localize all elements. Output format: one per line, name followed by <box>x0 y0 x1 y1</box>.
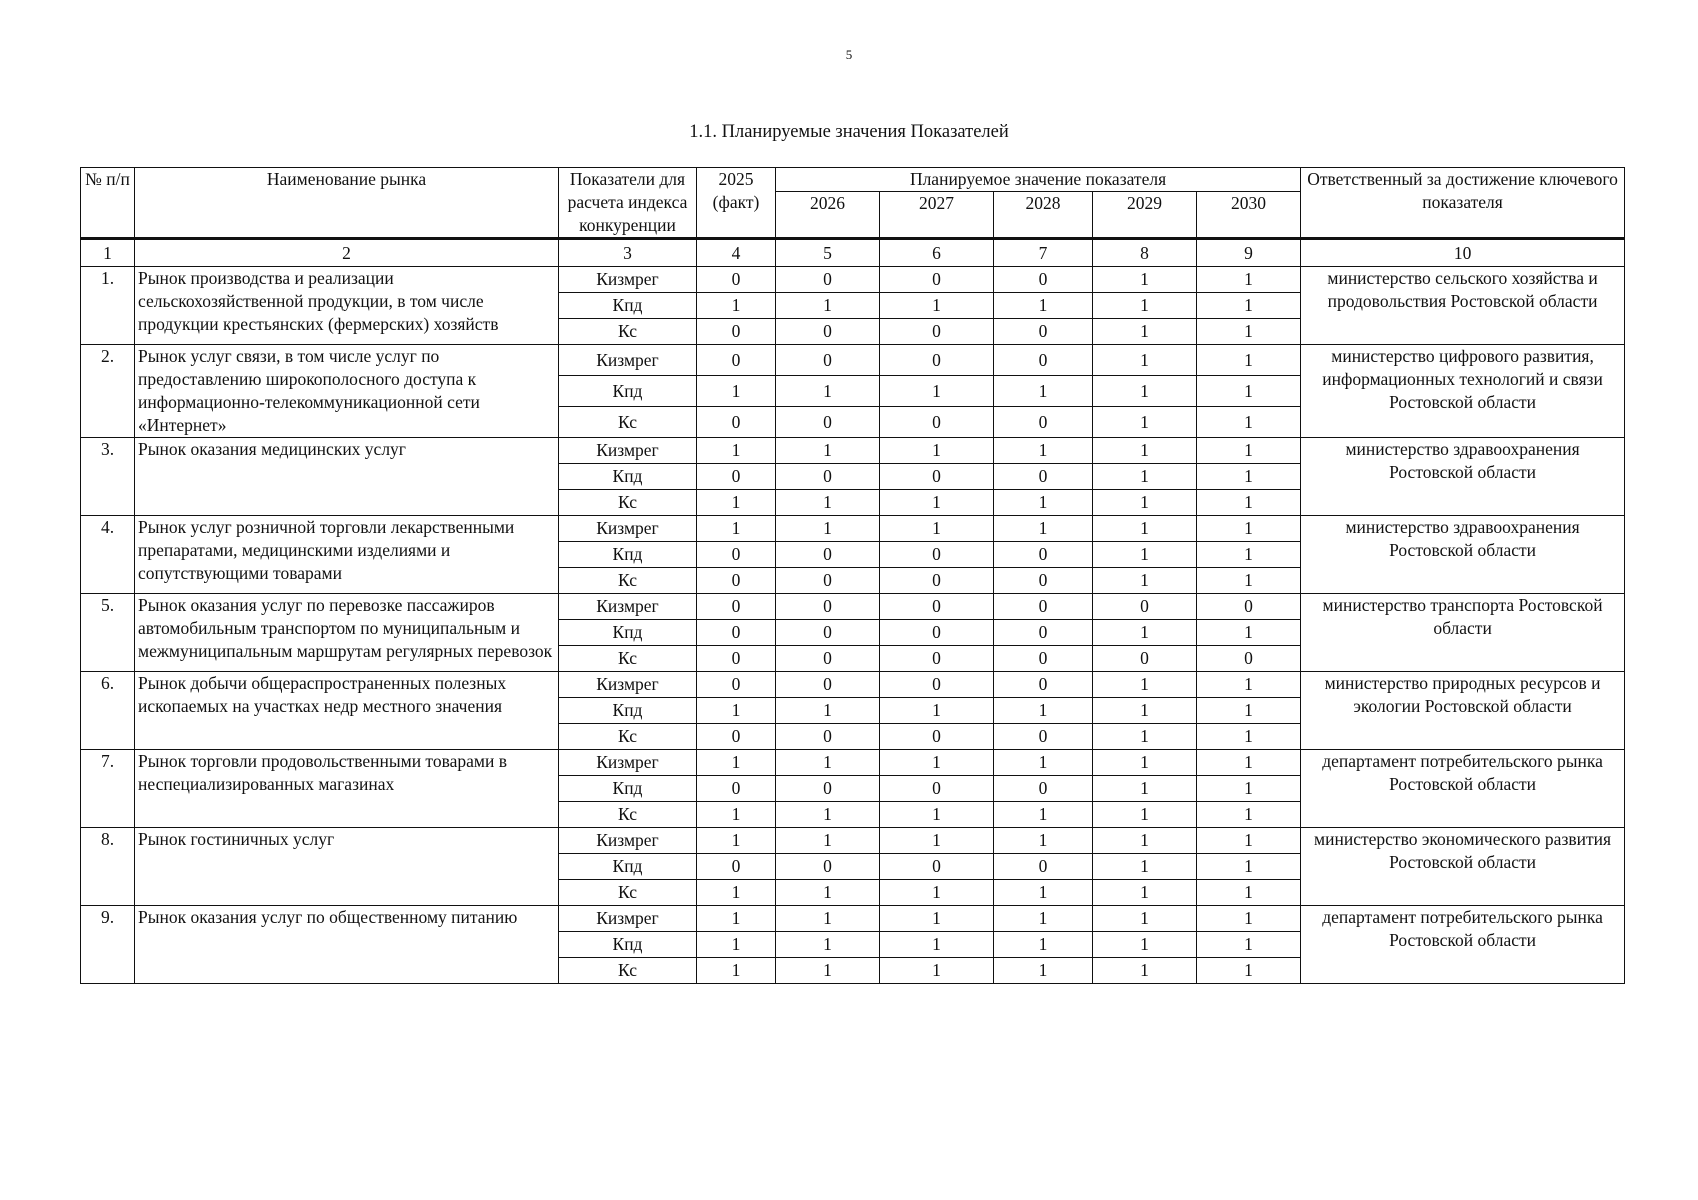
planned-value-cell: 0 <box>994 345 1093 376</box>
fact-value-cell: 0 <box>697 594 776 620</box>
planned-value-cell: 1 <box>1093 828 1197 854</box>
planned-value-cell: 1 <box>1197 906 1301 932</box>
row-number: 2. <box>81 345 135 438</box>
planned-value-cell: 0 <box>776 568 880 594</box>
planned-value-cell: 1 <box>1093 267 1197 293</box>
indicator-name: Кизмрег <box>559 750 697 776</box>
planned-value-cell: 0 <box>776 594 880 620</box>
planned-value-cell: 0 <box>1197 646 1301 672</box>
header-fact-2025: 2025 (факт) <box>697 168 776 239</box>
responsible-body: департамент потребительского рынка Ростовской области <box>1301 906 1625 984</box>
planned-value-cell: 1 <box>994 958 1093 984</box>
planned-value-cell: 1 <box>1197 932 1301 958</box>
planned-value-cell: 1 <box>994 438 1093 464</box>
planned-value-cell: 0 <box>776 267 880 293</box>
table-row <box>81 594 1625 620</box>
planned-value-cell: 0 <box>994 464 1093 490</box>
fact-value-cell: 1 <box>697 750 776 776</box>
fact-value-cell: 1 <box>697 906 776 932</box>
column-number: 6 <box>880 239 994 267</box>
planned-value-cell: 1 <box>994 376 1093 407</box>
planned-value-cell: 1 <box>776 828 880 854</box>
responsible-body: министерство здравоохранения Ростовской области <box>1301 516 1625 594</box>
indicator-name: Кс <box>559 880 697 906</box>
row-number: 4. <box>81 516 135 594</box>
planned-value-cell: 1 <box>1197 407 1301 438</box>
planned-value-cell: 1 <box>1093 854 1197 880</box>
planned-value-cell: 0 <box>776 542 880 568</box>
planned-value-cell: 0 <box>1093 594 1197 620</box>
planned-value-cell: 1 <box>880 293 994 319</box>
planned-value-cell: 1 <box>880 906 994 932</box>
market-name: Рынок услуг розничной торговли лекарственными препаратами, медицинскими изделиями и сопутствующими товарами <box>135 516 559 594</box>
planned-value-cell: 1 <box>880 490 994 516</box>
market-name: Рынок добычи общераспространенных полезных ископаемых на участках недр местного значения <box>135 672 559 750</box>
planned-value-cell: 0 <box>880 620 994 646</box>
planned-value-cell: 1 <box>994 880 1093 906</box>
column-number: 7 <box>994 239 1093 267</box>
planned-value-cell: 0 <box>880 724 994 750</box>
planned-value-cell: 0 <box>880 854 994 880</box>
planned-value-cell: 1 <box>776 516 880 542</box>
indicator-name: Кпд <box>559 464 697 490</box>
indicator-name: Кизмрег <box>559 672 697 698</box>
row-number: 7. <box>81 750 135 828</box>
table-row <box>81 267 1625 293</box>
fact-value-cell: 0 <box>697 672 776 698</box>
planned-value-cell: 1 <box>994 293 1093 319</box>
planned-value-cell: 1 <box>994 750 1093 776</box>
fact-value-cell: 1 <box>697 516 776 542</box>
fact-value-cell: 1 <box>697 802 776 828</box>
planned-value-cell: 0 <box>880 464 994 490</box>
planned-value-cell: 0 <box>1197 594 1301 620</box>
planned-value-cell: 1 <box>1093 293 1197 319</box>
responsible-body: министерство транспорта Ростовской области <box>1301 594 1625 672</box>
indicator-name: Кизмрег <box>559 594 697 620</box>
fact-value-cell: 1 <box>697 376 776 407</box>
planned-value-cell: 1 <box>1197 293 1301 319</box>
planned-value-cell: 0 <box>994 776 1093 802</box>
market-name: Рынок оказания услуг по общественному питанию <box>135 906 559 984</box>
planned-value-cell: 0 <box>776 319 880 345</box>
header-number: № п/п <box>81 168 135 239</box>
planned-value-cell: 1 <box>1197 672 1301 698</box>
planned-value-cell: 0 <box>994 854 1093 880</box>
table-row <box>81 906 1625 932</box>
planned-value-cell: 0 <box>880 267 994 293</box>
section-title: 1.1. Планируемые значения Показателей <box>689 122 1009 142</box>
planned-value-cell: 1 <box>776 880 880 906</box>
planned-value-cell: 1 <box>1197 516 1301 542</box>
header-year: 2026 <box>776 192 880 239</box>
planned-value-cell: 1 <box>880 516 994 542</box>
planned-value-cell: 1 <box>994 490 1093 516</box>
indicator-name: Кпд <box>559 854 697 880</box>
planned-value-cell: 1 <box>880 698 994 724</box>
planned-value-cell: 1 <box>1093 880 1197 906</box>
planned-value-cell: 1 <box>1197 880 1301 906</box>
planned-value-cell: 1 <box>1197 724 1301 750</box>
planned-value-cell: 0 <box>880 776 994 802</box>
planned-value-cell: 0 <box>880 542 994 568</box>
market-name: Рынок гостиничных услуг <box>135 828 559 906</box>
header-planned: Планируемое значение показателя <box>776 168 1301 192</box>
table-row <box>81 345 1625 376</box>
planned-value-cell: 1 <box>1093 516 1197 542</box>
planned-value-cell: 0 <box>776 776 880 802</box>
planned-value-cell: 1 <box>880 828 994 854</box>
responsible-body: министерство экономического развития Ростовской области <box>1301 828 1625 906</box>
indicator-name: Кизмрег <box>559 906 697 932</box>
planned-value-cell: 1 <box>1093 319 1197 345</box>
planned-value-cell: 1 <box>1197 319 1301 345</box>
planned-value-cell: 0 <box>776 672 880 698</box>
planned-value-cell: 1 <box>776 906 880 932</box>
planned-value-cell: 0 <box>880 594 994 620</box>
table-row <box>81 750 1625 776</box>
planned-value-cell: 1 <box>1093 620 1197 646</box>
planned-value-cell: 1 <box>776 750 880 776</box>
planned-value-cell: 1 <box>1197 750 1301 776</box>
table-body <box>81 267 1625 984</box>
fact-value-cell: 0 <box>697 646 776 672</box>
table-row <box>81 672 1625 698</box>
indicator-name: Кпд <box>559 376 697 407</box>
column-number: 10 <box>1301 239 1625 267</box>
fact-value-cell: 0 <box>697 345 776 376</box>
planned-value-cell: 1 <box>880 802 994 828</box>
planned-value-cell: 0 <box>776 345 880 376</box>
planned-value-cell: 1 <box>776 293 880 319</box>
planned-value-cell: 0 <box>880 568 994 594</box>
planned-value-cell: 0 <box>994 267 1093 293</box>
fact-value-cell: 0 <box>697 854 776 880</box>
planned-value-cell: 1 <box>1197 854 1301 880</box>
planned-value-cell: 1 <box>1093 464 1197 490</box>
planned-value-cell: 0 <box>776 724 880 750</box>
page-number: 5 <box>845 47 853 62</box>
planned-value-cell: 0 <box>776 646 880 672</box>
responsible-body: министерство цифрового развития, информационных технологий и связи Ростовской области <box>1301 345 1625 438</box>
fact-value-cell: 0 <box>697 542 776 568</box>
indicator-name: Кпд <box>559 293 697 319</box>
planned-value-cell: 0 <box>776 620 880 646</box>
planned-value-cell: 0 <box>880 319 994 345</box>
fact-value-cell: 1 <box>697 490 776 516</box>
header-responsible: Ответственный за достижение ключевого показателя <box>1301 168 1625 239</box>
planned-value-cell: 1 <box>1197 776 1301 802</box>
indicator-name: Кизмрег <box>559 438 697 464</box>
column-number: 2 <box>135 239 559 267</box>
planned-value-cell: 0 <box>880 407 994 438</box>
market-name: Рынок услуг связи, в том числе услуг по предоставлению широкополосного доступа к информационно-телекоммуникационной сети «Интернет» <box>135 345 559 438</box>
planned-value-cell: 1 <box>1093 568 1197 594</box>
planned-value-cell: 1 <box>1197 620 1301 646</box>
header-market: Наименование рынка <box>135 168 559 239</box>
indicator-name: Кс <box>559 724 697 750</box>
table-row <box>81 438 1625 464</box>
planned-value-cell: 1 <box>1093 542 1197 568</box>
planned-value-cell: 1 <box>776 438 880 464</box>
market-name: Рынок торговли продовольственными товарами в неспециализированных магазинах <box>135 750 559 828</box>
column-number: 5 <box>776 239 880 267</box>
fact-value-cell: 1 <box>697 958 776 984</box>
planned-value-cell: 1 <box>1197 542 1301 568</box>
fact-value-cell: 1 <box>697 698 776 724</box>
fact-value-cell: 1 <box>697 828 776 854</box>
indicator-name: Кпд <box>559 698 697 724</box>
planned-value-cell: 0 <box>776 407 880 438</box>
fact-value-cell: 1 <box>697 932 776 958</box>
fact-value-cell: 0 <box>697 464 776 490</box>
planned-value-cell: 1 <box>1093 438 1197 464</box>
row-number: 3. <box>81 438 135 516</box>
planned-value-cell: 1 <box>776 490 880 516</box>
planned-value-cell: 1 <box>776 802 880 828</box>
planned-value-cell: 1 <box>1197 568 1301 594</box>
planned-value-cell: 0 <box>994 620 1093 646</box>
fact-value-cell: 0 <box>697 776 776 802</box>
header-indicators: Показатели для расчета индекса конкуренции <box>559 168 697 239</box>
fact-value-cell: 0 <box>697 724 776 750</box>
planned-value-cell: 1 <box>994 516 1093 542</box>
planned-value-cell: 0 <box>994 672 1093 698</box>
market-name: Рынок оказания услуг по перевозке пассажиров автомобильным транспортом по муниципальным и межмуниципальным маршрутам регулярных перевозок <box>135 594 559 672</box>
planned-value-cell: 1 <box>1093 345 1197 376</box>
planned-value-cell: 1 <box>1197 267 1301 293</box>
planned-value-cell: 0 <box>994 542 1093 568</box>
planned-value-cell: 1 <box>1197 802 1301 828</box>
planned-value-cell: 1 <box>776 376 880 407</box>
indicator-name: Кпд <box>559 932 697 958</box>
planned-value-cell: 1 <box>1197 490 1301 516</box>
planned-value-cell: 0 <box>994 319 1093 345</box>
planned-value-cell: 1 <box>1093 776 1197 802</box>
planned-value-cell: 1 <box>1093 958 1197 984</box>
header-year: 2029 <box>1093 192 1197 239</box>
planned-value-cell: 1 <box>1093 932 1197 958</box>
planned-value-cell: 1 <box>1197 438 1301 464</box>
indicator-name: Кизмрег <box>559 267 697 293</box>
planned-value-cell: 1 <box>1093 376 1197 407</box>
planned-value-cell: 1 <box>1197 376 1301 407</box>
planned-value-cell: 0 <box>776 854 880 880</box>
planned-value-cell: 1 <box>994 932 1093 958</box>
planned-value-cell: 0 <box>994 594 1093 620</box>
planned-value-cell: 1 <box>1197 958 1301 984</box>
row-number: 6. <box>81 672 135 750</box>
planned-value-cell: 1 <box>1093 490 1197 516</box>
indicator-name: Кс <box>559 646 697 672</box>
fact-value-cell: 1 <box>697 438 776 464</box>
planned-value-cell: 1 <box>880 438 994 464</box>
planned-value-cell: 1 <box>1093 698 1197 724</box>
header-year: 2028 <box>994 192 1093 239</box>
planned-value-cell: 1 <box>1197 464 1301 490</box>
market-name: Рынок оказания медицинских услуг <box>135 438 559 516</box>
responsible-body: министерство природных ресурсов и экологии Ростовской области <box>1301 672 1625 750</box>
indicator-name: Кс <box>559 407 697 438</box>
row-number: 9. <box>81 906 135 984</box>
table-row <box>81 828 1625 854</box>
planned-value-cell: 0 <box>1093 646 1197 672</box>
indicator-name: Кс <box>559 568 697 594</box>
planned-value-cell: 0 <box>994 407 1093 438</box>
planned-value-cell: 0 <box>880 672 994 698</box>
planned-value-cell: 1 <box>994 802 1093 828</box>
fact-value-cell: 0 <box>697 267 776 293</box>
fact-value-cell: 0 <box>697 407 776 438</box>
indicator-name: Кпд <box>559 776 697 802</box>
fact-value-cell: 1 <box>697 880 776 906</box>
row-number: 5. <box>81 594 135 672</box>
indicators-table <box>80 167 1625 984</box>
planned-value-cell: 1 <box>1093 906 1197 932</box>
responsible-body: департамент потребительского рынка Ростовской области <box>1301 750 1625 828</box>
planned-value-cell: 1 <box>1093 802 1197 828</box>
planned-value-cell: 0 <box>994 724 1093 750</box>
planned-value-cell: 1 <box>994 906 1093 932</box>
planned-value-cell: 1 <box>880 958 994 984</box>
indicator-name: Кпд <box>559 620 697 646</box>
planned-value-cell: 1 <box>880 932 994 958</box>
planned-value-cell: 0 <box>880 646 994 672</box>
column-number: 9 <box>1197 239 1301 267</box>
planned-value-cell: 1 <box>1093 724 1197 750</box>
planned-value-cell: 1 <box>1093 407 1197 438</box>
responsible-body: министерство здравоохранения Ростовской области <box>1301 438 1625 516</box>
planned-value-cell: 1 <box>880 376 994 407</box>
planned-value-cell: 1 <box>994 828 1093 854</box>
indicator-name: Кизмрег <box>559 516 697 542</box>
planned-value-cell: 1 <box>1197 698 1301 724</box>
planned-value-cell: 0 <box>880 345 994 376</box>
row-number: 1. <box>81 267 135 345</box>
planned-value-cell: 1 <box>1093 750 1197 776</box>
planned-value-cell: 1 <box>1197 828 1301 854</box>
planned-value-cell: 1 <box>880 880 994 906</box>
column-number: 3 <box>559 239 697 267</box>
header-year: 2030 <box>1197 192 1301 239</box>
market-name: Рынок производства и реализации сельскохозяйственной продукции, в том числе продукции крестьянских (фермерских) хозяйств <box>135 267 559 345</box>
table-row <box>81 516 1625 542</box>
row-number: 8. <box>81 828 135 906</box>
planned-value-cell: 1 <box>1093 672 1197 698</box>
header-year: 2027 <box>880 192 994 239</box>
column-number: 4 <box>697 239 776 267</box>
indicator-name: Кс <box>559 802 697 828</box>
planned-value-cell: 1 <box>1197 345 1301 376</box>
planned-value-cell: 0 <box>994 568 1093 594</box>
column-number: 8 <box>1093 239 1197 267</box>
planned-value-cell: 1 <box>994 698 1093 724</box>
indicator-name: Кс <box>559 958 697 984</box>
column-number: 1 <box>81 239 135 267</box>
fact-value-cell: 0 <box>697 568 776 594</box>
planned-value-cell: 0 <box>776 464 880 490</box>
planned-value-cell: 1 <box>776 698 880 724</box>
indicator-name: Кпд <box>559 542 697 568</box>
responsible-body: министерство сельского хозяйства и продовольствия Ростовской области <box>1301 267 1625 345</box>
indicator-name: Кизмрег <box>559 828 697 854</box>
indicator-name: Кизмрег <box>559 345 697 376</box>
fact-value-cell: 1 <box>697 293 776 319</box>
planned-value-cell: 0 <box>994 646 1093 672</box>
planned-value-cell: 1 <box>880 750 994 776</box>
planned-value-cell: 1 <box>776 932 880 958</box>
indicator-name: Кс <box>559 319 697 345</box>
fact-value-cell: 0 <box>697 620 776 646</box>
planned-value-cell: 1 <box>776 958 880 984</box>
fact-value-cell: 0 <box>697 319 776 345</box>
indicator-name: Кс <box>559 490 697 516</box>
